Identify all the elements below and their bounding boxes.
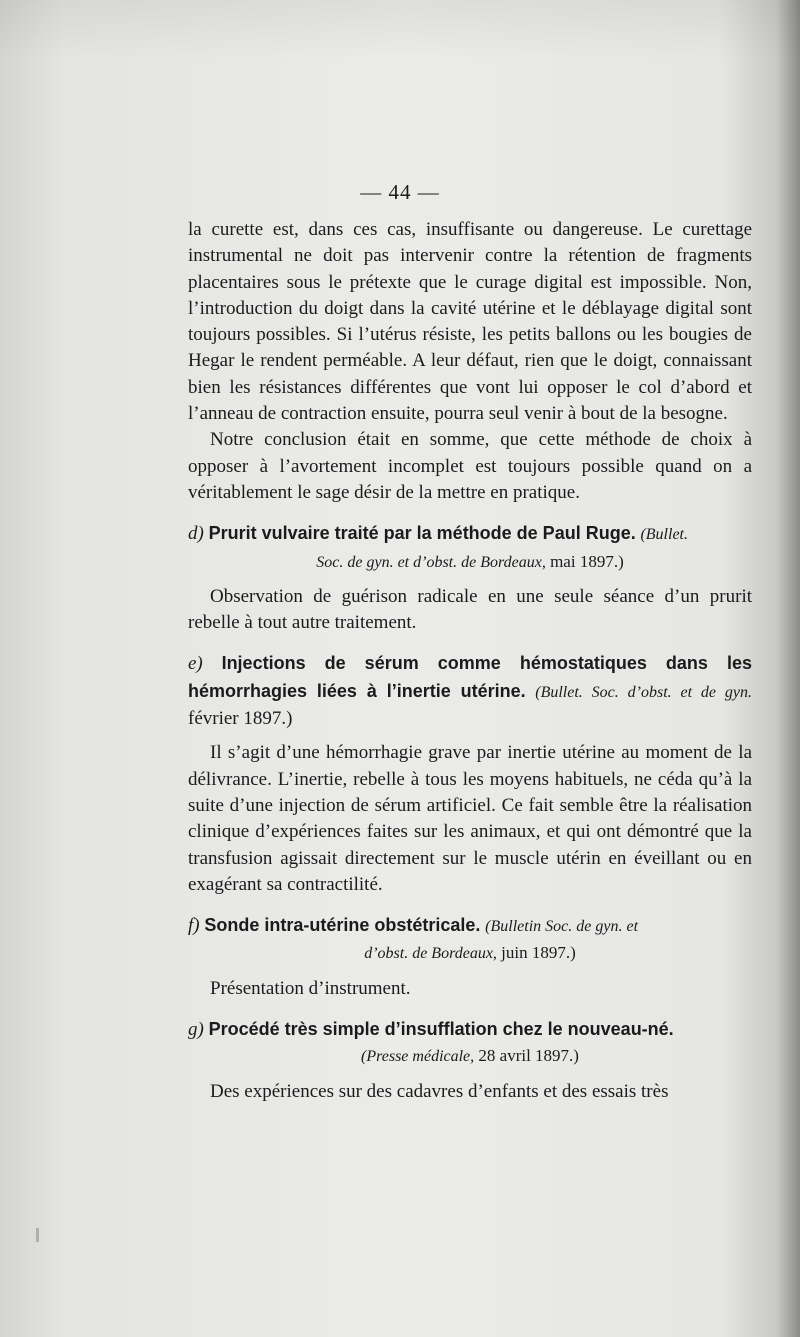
entry-e-heading [188, 650, 752, 732]
entry-d-letter: d) [188, 523, 204, 545]
entry-d-citation-open: (Bullet. [640, 526, 688, 544]
entry-d-date: mai 1897.) [550, 551, 624, 571]
entry-g-citation: (Presse médicale, [361, 1048, 475, 1066]
intro-paragraph-1: la curette est, dans ces cas, insuffisante ou dangereuse. Le curettage instrumental ne doit pas intervenir contre la rétention de fragments placentaires sous le prétexte que le curage digital est impossible. Non, l’introduction du doigt dans la cavité utérine et le déblayage digital sont toujours possibles. Si l’utérus résiste, les petits ballons ou les bougies de Hegar le rendent perméable. A leur défaut, rien que le doigt, connaissant bien les résistances différentes que vont lui opposer le col d’abord et l’anneau de contraction ensuite, pourra seul venir à bout de la besogne. [188, 219, 752, 425]
entry-g-date: 28 avril 1897.) [478, 1046, 579, 1066]
entry-d-reference [188, 549, 752, 576]
entry-d-heading [188, 520, 752, 548]
entry-g-letter: g) [188, 1019, 204, 1041]
entry-d-body: Observation de guérison radicale en une seule séance d’un prurit rebelle à tout autre traitement. [188, 585, 752, 634]
entry-f-letter: f) [188, 915, 200, 937]
entry-g-heading [188, 1016, 752, 1043]
entry-d-title: Prurit vulvaire traité par la méthode de Paul Ruge. [208, 523, 636, 544]
page-shadow [0, 0, 800, 60]
entry-f-date: juin 1897.) [501, 943, 576, 963]
entry-g-reference [188, 1043, 752, 1070]
entry-f-citation-open: (Bulletin Soc. de gyn. et [485, 918, 639, 936]
entry-f-citation: d’obst. de Bordeaux, [364, 945, 497, 963]
entry-e-letter: e) [188, 653, 203, 675]
entry-g-body: Des expériences sur des cadavres d’enfants et des essais très [210, 1080, 669, 1102]
entry-g-title: Procédé très simple d’insufflation chez le nouveau-né. [208, 1019, 674, 1040]
entry-f-reference [188, 940, 752, 967]
entry-d-citation: Soc. de gyn. et d’obst. de Bordeaux, [316, 553, 546, 571]
document-body [188, 217, 752, 1105]
scan-blemish [36, 1228, 39, 1242]
page-number: — 44 — [360, 180, 440, 204]
entry-e-citation: (Bullet. Soc. d’obst. et de gyn. [535, 683, 753, 701]
entry-e-date: février 1897.) [188, 708, 293, 730]
intro-paragraph-2: Notre conclusion était en somme, que cette méthode de choix à opposer à l’avortement incomplet est toujours possible quand on a véritablement le sage désir de la mettre en pratique. [188, 429, 752, 503]
entry-f-body: Présentation d’instrument. [210, 977, 411, 999]
entry-e-body: Il s’agit d’une hémorrhagie grave par inertie utérine au moment de la délivrance. L’inertie, rebelle à tous les moyens habituels, ne céda qu’à la suite d’une injection de sérum artificiel. Ce fait semble être la réalisation clinique d’expériences faites sur les animaux, et qui ont démontré que la transfusion agissait directement sur le muscle utérin en éveillant ou en exagérant sa contractilité. [188, 742, 752, 895]
entry-f-title: Sonde intra-utérine obstétricale. [204, 915, 481, 936]
entry-f-heading [188, 912, 752, 940]
entry-e-title: Injections de sérum comme hémostatiques dans les hémorrhagies liées à l’inertie utérine. [188, 653, 752, 701]
